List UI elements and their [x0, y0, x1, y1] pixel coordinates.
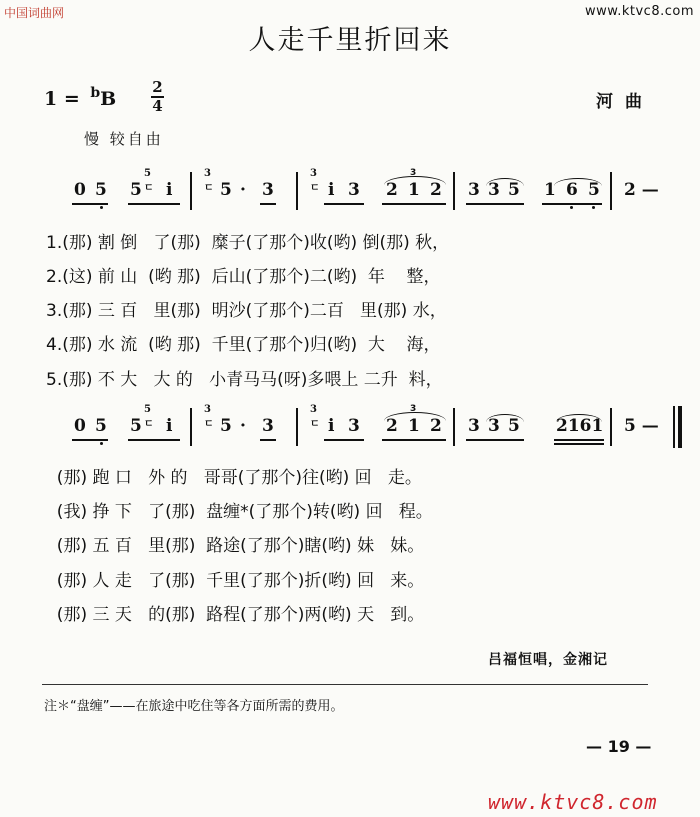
key-signature — [44, 85, 116, 110]
lyric-line-5: 5.(那) 不 大 大 的 小青马马(呀)多喂上 二升 料， — [46, 370, 443, 390]
grace-note: 3 — [204, 168, 211, 179]
note: 1 — [408, 416, 420, 436]
song-origin: 河曲 — [596, 92, 654, 112]
low-octave-dot — [100, 442, 103, 445]
bar-line — [453, 408, 455, 446]
underline-beam — [542, 203, 602, 205]
note: i — [328, 180, 335, 200]
low-octave-dot — [100, 206, 103, 209]
low-octave-dot — [592, 206, 595, 209]
note: 6 — [566, 180, 578, 200]
note: 5 — [220, 180, 232, 200]
bar-line — [296, 172, 298, 210]
note: 3 — [348, 180, 360, 200]
note: 3 — [488, 416, 500, 436]
underline-beam — [324, 439, 364, 441]
time-top: 2 — [152, 78, 163, 96]
key-label: 1 = — [44, 88, 87, 110]
note-hold: 2 — — [624, 180, 659, 200]
note: 5 — [95, 416, 107, 436]
note: 3 — [348, 416, 360, 436]
notation-row-2 — [70, 404, 690, 454]
underline-beam — [324, 203, 364, 205]
watermark-bottom: www.ktvc8.com — [488, 790, 658, 814]
note: 3 — [262, 416, 274, 436]
grace-note: 3 — [310, 168, 317, 179]
triplet-number: 3 — [410, 168, 417, 178]
note: 5 — [130, 416, 142, 436]
bar-line — [190, 172, 192, 210]
bar-line — [453, 172, 455, 210]
grace-note: 5 — [144, 168, 151, 179]
underline-beam — [382, 203, 446, 205]
note: 5 — [508, 180, 520, 200]
underline-beam — [260, 439, 276, 441]
lyric-line-10: (那) 三 天 的(那) 路程(了那个)两(哟) 天 到。 — [46, 605, 425, 625]
note: 5 — [130, 180, 142, 200]
note: 3 — [488, 180, 500, 200]
page-number: — 19 — — [586, 737, 652, 756]
grace-mark: ㄷ — [310, 183, 320, 194]
lyric-line-2: 2.(这) 前 山 (哟 那) 后山(了那个)二(哟) 年 整， — [46, 267, 441, 287]
note: 0 — [74, 180, 86, 200]
note: 5 — [95, 180, 107, 200]
key-note: B — [100, 88, 117, 110]
note: i — [328, 416, 335, 436]
watermark-top-left: 中国词曲网 — [4, 6, 65, 20]
note: 5 — [588, 180, 600, 200]
underline-beam — [128, 439, 180, 441]
footnote: 注＊“盘缠”——在旅途中吃住等各方面所需的费用。 — [44, 699, 344, 714]
lyric-line-3: 3.(那) 三 百 里(那) 明沙(了那个)二百 里(那) 水， — [46, 301, 447, 321]
note: 3 — [468, 180, 480, 200]
lyric-line-7: (我) 挣 下 了(那) 盘缠*(了那个)转(哟) 回 程。 — [46, 502, 433, 522]
underline-beam — [382, 439, 446, 441]
note-dot: · — [240, 416, 246, 436]
note: 2 — [430, 416, 442, 436]
underline-beam — [260, 203, 276, 205]
bar-line — [190, 408, 192, 446]
notation-row-1 — [70, 168, 690, 218]
note-hold: 5 — — [624, 416, 659, 436]
note: 1 — [544, 180, 556, 200]
grace-mark: ㄷ — [144, 419, 154, 430]
note: i — [166, 416, 173, 436]
final-bar-line-thick — [678, 406, 682, 448]
site-url-top: www.ktvc8.com — [585, 4, 694, 19]
note: 5 — [508, 416, 520, 436]
lyric-line-1: 1.(那) 割 倒 了(那) 糜子(了那个)收(哟) 倒(那) 秋， — [46, 233, 450, 253]
footnote-divider — [42, 684, 648, 685]
note: 2 — [430, 180, 442, 200]
note: 0 — [74, 416, 86, 436]
underline-beam — [72, 203, 108, 205]
lyric-line-6: (那) 跑 口 外 的 哥哥(了那个)往(哟) 回 走。 — [46, 468, 422, 488]
lyric-line-8: (那) 五 百 里(那) 路途(了那个)瞎(哟) 妹 妹。 — [46, 536, 425, 556]
grace-mark: ㄷ — [144, 183, 154, 194]
note-group: 2161 — [556, 416, 604, 436]
note: 3 — [468, 416, 480, 436]
low-octave-dot — [570, 206, 573, 209]
note: i — [166, 180, 173, 200]
flat-sign: b — [90, 85, 101, 101]
note: 1 — [408, 180, 420, 200]
time-signature — [151, 80, 164, 114]
underline-beam — [554, 443, 604, 445]
underline-beam — [72, 439, 108, 441]
lyric-line-4: 4.(那) 水 流 (哟 那) 千里(了那个)归(哟) 大 海， — [46, 335, 441, 355]
lyric-line-9: (那) 人 走 了(那) 千里(了那个)折(哟) 回 来。 — [46, 571, 425, 591]
note: 5 — [220, 416, 232, 436]
underline-beam — [466, 203, 524, 205]
grace-mark: ㄷ — [204, 183, 214, 194]
triplet-number: 3 — [410, 404, 417, 414]
grace-note: 5 — [144, 404, 151, 415]
bar-line — [610, 408, 612, 446]
credits: 吕福恒唱，金湘记 — [488, 652, 608, 668]
grace-mark: ㄷ — [204, 419, 214, 430]
bar-line — [610, 172, 612, 210]
note: 3 — [262, 180, 274, 200]
underline-beam — [554, 439, 604, 441]
note-dot: · — [240, 180, 246, 200]
song-title: 人走千里折回来 — [248, 25, 452, 56]
grace-note: 3 — [310, 404, 317, 415]
grace-mark: ㄷ — [310, 419, 320, 430]
underline-beam — [466, 439, 524, 441]
underline-beam — [128, 203, 180, 205]
note: 2 — [386, 416, 398, 436]
final-bar-line — [673, 406, 675, 448]
bar-line — [296, 408, 298, 446]
grace-note: 3 — [204, 404, 211, 415]
note: 2 — [386, 180, 398, 200]
tempo-marking: 慢 较自由 — [84, 130, 164, 148]
time-bottom: 4 — [152, 97, 163, 115]
